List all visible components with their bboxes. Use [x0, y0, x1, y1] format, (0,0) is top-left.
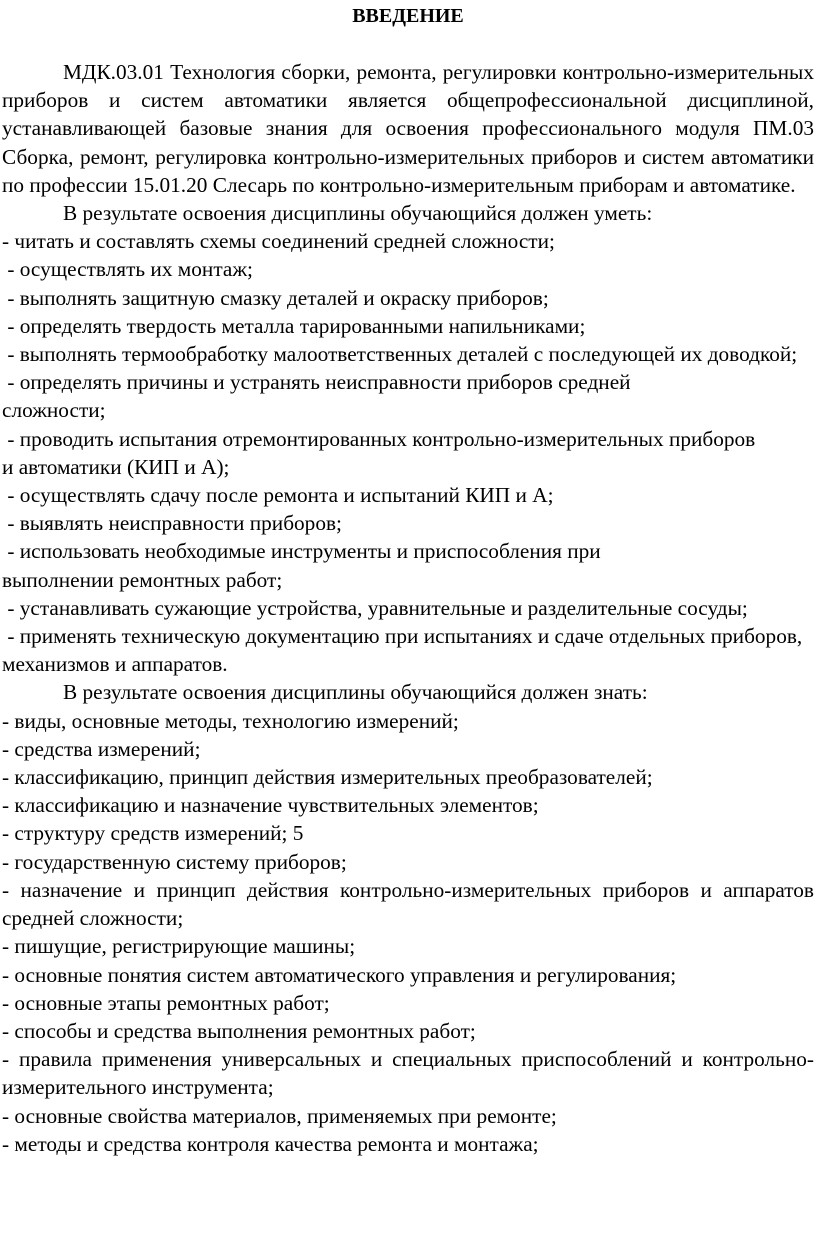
- document-title: ВВЕДЕНИЕ: [352, 5, 464, 27]
- list-item: - пишущие, регистрирующие машины;: [2, 934, 356, 959]
- list-item: - выявлять неисправности приборов;: [2, 511, 342, 536]
- list-item: - осуществлять сдачу после ремонта и испытаний КИП и А;: [2, 483, 554, 508]
- list-item: - читать и составлять схемы соединений средней сложности;: [2, 229, 555, 254]
- list-item: - основные этапы ремонтных работ;: [2, 990, 330, 1015]
- list-item: - основные понятия систем автоматического управления и регулирования;: [2, 962, 677, 987]
- list-item: - основные свойства материалов, применяемых при ремонте;: [2, 1103, 557, 1128]
- list-item: - способы и средства выполнения ремонтных работ;: [2, 1018, 476, 1043]
- knowledge-heading: В результате освоения дисциплины обучающийся должен знать:: [63, 680, 648, 705]
- list-item: - назначение и принцип действия контрольно-измерительных приборов и аппаратов средней сложности;: [2, 877, 814, 931]
- list-item: - правила применения универсальных и специальных приспособлений и контрольно-измерительного инструмента;: [2, 1047, 814, 1100]
- list-item: - применять техническую документацию при испытаниях и сдаче отдельных приборов, механизмов и аппаратов.: [2, 624, 808, 677]
- skills-list: [2, 227, 814, 678]
- list-item: - структуру средств измерений; 5: [2, 821, 304, 846]
- list-item: - определять причины и устранять неисправности приборов средней сложности;: [2, 370, 636, 423]
- list-item: - виды, основные методы, технологию измерений;: [2, 708, 459, 733]
- list-item: - средства измерений;: [2, 736, 201, 761]
- list-item: - выполнять термообработку малоответственных деталей с последующей их доводкой;: [2, 342, 798, 367]
- list-item: - осуществлять их монтаж;: [2, 257, 253, 282]
- list-item: - использовать необходимые инструменты и приспособления при выполнении ремонтных работ;: [2, 539, 607, 592]
- list-item: - государственную систему приборов;: [2, 849, 347, 874]
- intro-paragraph: МДК.03.01 Технология сборки, ремонта, регулировки контрольно-измерительных приборов и систем автоматики является общепрофессиональной дисциплиной, устанавливающей базовые знания для освоения профессионального модуля ПМ.03 Сборка, ремонт, регулировка контрольно-измерительных приборов и систем автоматики по профессии 15.01.20 Слесарь по контрольно-измерительным приборам и автоматике.: [2, 60, 814, 197]
- list-item: - проводить испытания отремонтированных контрольно-измерительных приборов и автоматики (КИП и А);: [2, 426, 761, 479]
- list-item: - устанавливать сужающие устройства, уравнительные и разделительные сосуды;: [2, 595, 748, 620]
- list-item: - классификацию, принцип действия измерительных преобразователей;: [2, 765, 653, 790]
- list-item: - методы и средства контроля качества ремонта и монтажа;: [2, 1131, 539, 1156]
- list-item: - классификацию и назначение чувствительных элементов;: [2, 793, 539, 818]
- skills-heading: В результате освоения дисциплины обучающийся должен уметь:: [63, 201, 653, 226]
- list-item: - определять твердость металла тарированными напильниками;: [2, 313, 586, 338]
- knowledge-list: [2, 707, 814, 1158]
- list-item: - выполнять защитную смазку деталей и окраску приборов;: [2, 285, 549, 310]
